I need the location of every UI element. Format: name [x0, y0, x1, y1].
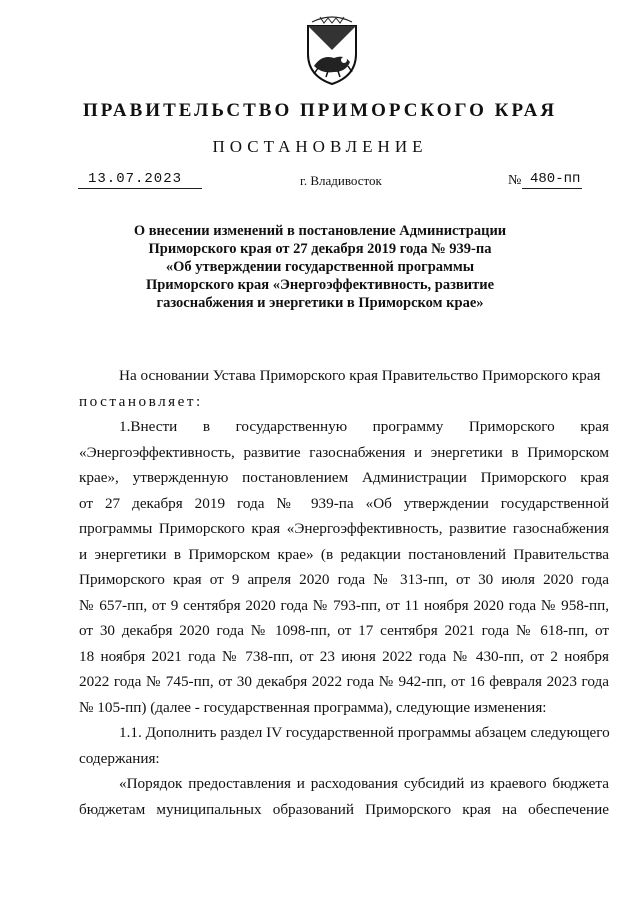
document-type-heading: ПОСТАНОВЛЕНИЕ [212, 137, 428, 156]
paragraph-1-line: 2022 года № 745-пп, от 30 декабря 2022 года № 942-пп, от 16 февраля 2023 года [79, 673, 609, 690]
paragraph-2-line: «Порядок предоставления и расходования субсидий из краевого бюджета [119, 775, 609, 792]
title-line: Приморского края «Энергоэффективность, развитие [145, 277, 495, 293]
paragraph-1-line: № 105-пп) (далее - государственная программа), следующие изменения: [79, 698, 547, 716]
paragraph-1-line: «Энергоэффективность, развитие газоснабжения и энергетики в Приморском [79, 443, 609, 461]
title-line: «Об утверждении государственной программы [165, 259, 475, 275]
paragraph-1-line: от 30 декабря 2020 года № 1098-пп, от 17 сентября 2021 года № 618-пп, от [79, 622, 609, 639]
paragraph-2-line: бюджетам муниципальных образований Приморского края на обеспечение [79, 800, 609, 818]
title-line: Приморского края от 27 декабря 2019 года № 939-па [148, 241, 492, 257]
decree-body [79, 363, 609, 822]
paragraph-1-line: от 27 декабря 2019 года № 939-па «Об утверждении государственной [79, 494, 609, 512]
paragraph-1-line: крае», утвержденную постановлением Администрации Приморского края [79, 469, 609, 486]
paragraph-1-1-line: 1.1. Дополнить раздел IV государственной программы абзацем следующего [119, 724, 610, 741]
decree-date: 13.07.2023 [78, 172, 202, 189]
title-line: О внесении изменений в постановление Администрации [133, 223, 507, 239]
paragraph-1-line: № 657-пп, от 9 сентября 2020 года № 793-пп, от 11 ноября 2020 года № 958-пп, [79, 596, 609, 614]
decree-number-label: № [508, 173, 522, 188]
decree-number: 480-пп [522, 172, 582, 189]
paragraph-1-line: Приморского края от 9 апреля 2020 года № 313-пп, от 30 июля 2020 года [79, 571, 609, 588]
decree-verb: постановляет: [79, 392, 203, 410]
paragraph-1-1-line: содержания: [79, 749, 160, 767]
government-heading: ПРАВИТЕЛЬСТВО ПРИМОРСКОГО КРАЯ [82, 100, 558, 121]
coat-of-arms-emblem [300, 14, 364, 86]
decree-city: г. Владивосток [300, 173, 382, 188]
title-line: газоснабжения и энергетики в Приморском крае» [156, 295, 484, 311]
decree-title [100, 222, 540, 312]
paragraph-1-line: программы Приморского края «Энергоэффективность, развитие газоснабжения [79, 520, 609, 537]
paragraph-1-line: 1.Внести в государственную программу Приморского края [119, 418, 609, 435]
paragraph-1-line: 18 ноября 2021 года № 738-пп, от 23 июня 2022 года № 430-пп, от 2 ноября [79, 647, 609, 665]
paragraph-1-line: и энергетики в Приморском крае» (в редакции постановлений Правительства [79, 545, 609, 563]
intro-line: На основании Устава Приморского края Правительство Приморского края [119, 367, 601, 384]
